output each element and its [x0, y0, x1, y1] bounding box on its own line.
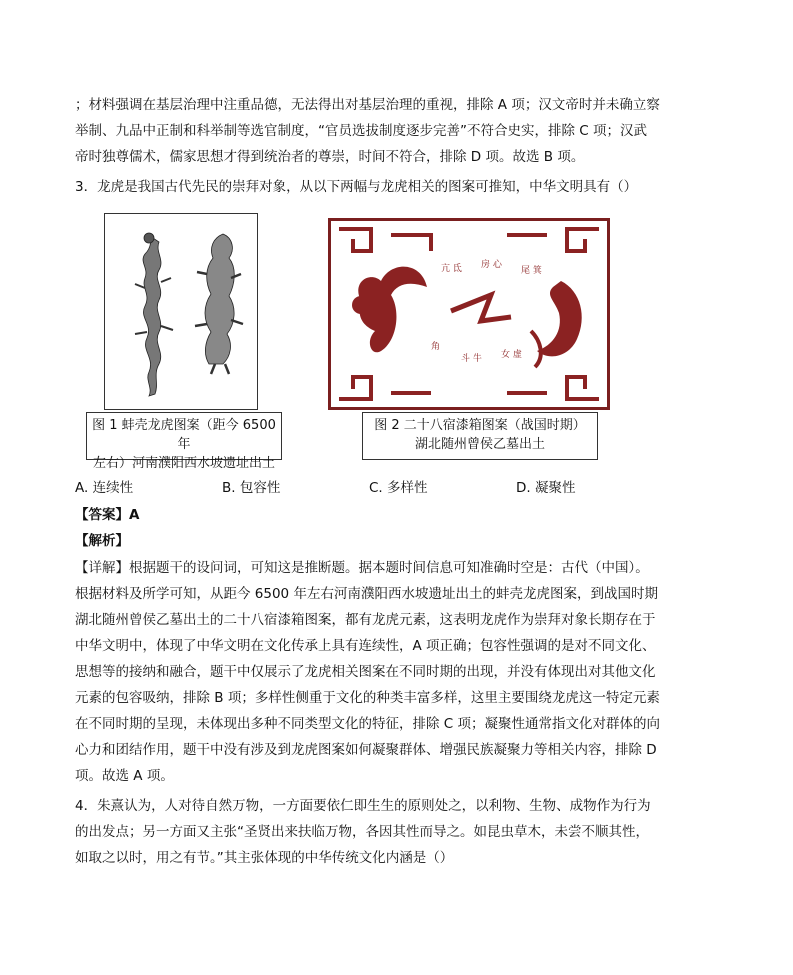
- analysis-label: 【解析】: [75, 533, 129, 549]
- svg-text:女 虚: 女 虚: [501, 350, 522, 360]
- figure-2-image: [328, 218, 610, 410]
- text-line: ；材料强调在基层治理中注重品德，无法得出对基层治理的重视，排除 A 项；汉文帝时并未确立察: [75, 97, 660, 113]
- question-4-line: 如取之以时，用之有节。”其主张体现的中华传统文化内涵是（）: [75, 850, 454, 866]
- text-line: 举制、九品中正制和科举制等选官制度，“官员选拔制度逐步完善”不符合史实，排除 C 项；汉武: [75, 123, 647, 139]
- question-4-line: 4．朱熹认为，人对待自然万物，一方面要依仁即生生的原则处之，以利物、生物、成物作为行为: [75, 798, 651, 814]
- figure-1-image: [104, 213, 258, 410]
- detail-line: 思想等的接纳和融合，题干中仅展示了龙虎相关图案在不同时期的出现，并没有体现出对其他文化: [75, 664, 656, 680]
- svg-text:角: 角: [431, 342, 441, 352]
- detail-line: 项。故选 A 项。: [75, 768, 174, 784]
- figure-2-caption: [362, 412, 598, 460]
- caption-line: 湖北随州曾侯乙墓出土: [414, 437, 545, 452]
- detail-line: 中华文明中，体现了中华文明在文化传承上具有连续性，A 项正确；包容性强调的是对不同文化、: [75, 638, 656, 654]
- option-d: D. 凝聚性: [516, 480, 576, 496]
- text-line: 帝时独尊儒术，儒家思想才得到统治者的尊崇，时间不符合，排除 D 项。故选 B 项。: [75, 149, 585, 165]
- caption-line: 左右）河南濮阳西水坡遗址出土: [92, 456, 275, 471]
- question-3-stem: 3．龙虎是我国古代先民的崇拜对象，从以下两幅与龙虎相关的图案可推知，中华文明具有（）: [75, 179, 638, 195]
- detail-line: 在不同时期的呈现，未体现出多种不同类型文化的特征，排除 C 项；凝聚性通常指文化对群体的向: [75, 716, 661, 732]
- twenty-eight-mansions-lacquer-box-illustration: [331, 221, 607, 407]
- detail-line: 元素的包容吸纳，排除 B 项；多样性侧重于文化的种类丰富多样，这里主要围绕龙虎这一特定元素: [75, 690, 660, 706]
- question-4-line: 的出发点；另一方面又主张“圣贤出来扶临万物，各因其性而导之。如昆虫草木，未尝不顺其性，: [75, 824, 649, 840]
- svg-text:房 心: 房 心: [481, 260, 502, 270]
- answer-label: 【答案】A: [75, 507, 140, 523]
- detail-line: 根据材料及所学可知，从距今 6500 年左右河南濮阳西水坡遗址出土的蚌壳龙虎图案，到战国时期: [75, 586, 658, 602]
- option-c: C. 多样性: [369, 480, 428, 496]
- svg-text:斗 牛: 斗 牛: [461, 354, 482, 364]
- option-a: A. 连续性: [75, 480, 134, 496]
- detail-line: 湖北随州曾侯乙墓出土的二十八宿漆箱图案，都有龙虎元素，这表明龙虎作为崇拜对象长期存在于: [75, 612, 656, 628]
- detail-line: 【详解】根据题干的设问词，可知这是推断题。据本题时间信息可知准确时空是：古代（中国）。: [75, 560, 649, 576]
- figure-1-caption: [86, 412, 282, 471]
- caption-line: 图 1 蚌壳龙虎图案（距今 6500 年: [92, 418, 276, 452]
- svg-text:亢 氐: 亢 氐: [441, 264, 462, 274]
- svg-text:尾 箕: 尾 箕: [521, 266, 542, 276]
- dragon-tiger-shell-illustration: [105, 214, 257, 409]
- option-b: B. 包容性: [222, 480, 281, 496]
- caption-line: 图 2 二十八宿漆箱图案（战国时期）: [374, 418, 586, 433]
- detail-line: 心力和团结作用，题干中没有涉及到龙虎图案如何凝聚群体、增强民族凝聚力等相关内容，排除 D: [75, 742, 657, 758]
